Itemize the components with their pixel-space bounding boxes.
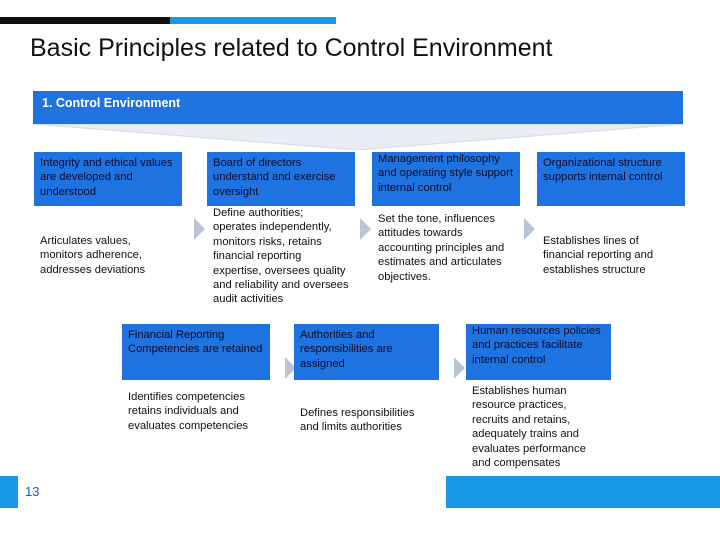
- top-accent-bar-dark: [0, 17, 170, 24]
- principle-5-body: [122, 380, 270, 470]
- principle-4-body: [537, 206, 685, 302]
- principle-7-body: [466, 380, 611, 476]
- principle-3-body-text: Set the tone, influences attitudes towards accounting principles and estimates and articulates objectives.: [378, 213, 505, 283]
- principle-2-header: [207, 152, 355, 206]
- principle-4-header: [537, 152, 685, 206]
- top-accent-bar-blue: [170, 17, 336, 24]
- principle-6-body: [294, 380, 439, 470]
- principle-5-body-text: Identifies competencies retains individuals and evaluates competencies: [128, 391, 249, 432]
- principle-1-header-text: Integrity and ethical values are developed and understood: [40, 157, 173, 198]
- flow-arrow: [194, 218, 205, 240]
- principle-6-header-text: Authorities and responsibilities are assigned: [300, 329, 393, 370]
- footer-panel: [18, 476, 446, 508]
- principle-1-body: [34, 206, 182, 302]
- principle-7-header: [466, 324, 611, 380]
- principle-1-header: [34, 152, 182, 206]
- principle-2-header-text: Board of directors understand and exercise oversight: [213, 157, 336, 198]
- principle-7-header-text: Human resources policies and practices facilitate internal control: [472, 325, 601, 366]
- principle-1-body-text: Articulates values, monitors adherence, addresses deviations: [40, 235, 146, 276]
- principle-6-body-text: Defines responsibilities and limits authorities: [300, 407, 415, 434]
- principle-5-header: [122, 324, 270, 380]
- section-banner-label: 1. Control Environment: [42, 96, 181, 110]
- principle-2-body: [207, 206, 355, 322]
- principle-6-header: [294, 324, 439, 380]
- slide-title: Basic Principles related to Control Environment: [30, 34, 553, 62]
- flow-arrow: [360, 218, 371, 240]
- principle-3-header: [372, 152, 520, 206]
- principle-4-header-text: Organizational structure supports internal control: [543, 157, 663, 184]
- page-number: 13: [25, 484, 40, 499]
- principle-5-header-text: Financial Reporting Competencies are retained: [128, 329, 263, 356]
- principle-2-body-text: Define authorities; operates independently, monitors risks, retains financial reporting expertise, oversees quality and reliability and oversees audit activities: [213, 207, 349, 306]
- banner-chevron: [33, 124, 683, 150]
- flow-arrow: [524, 218, 535, 240]
- flow-arrow: [454, 357, 465, 379]
- principle-7-body-text: Establishes human resource practices, recruits and retains, adequately trains and evaluates performance and compensates: [472, 385, 586, 470]
- section-banner: [33, 91, 683, 124]
- principle-4-body-text: Establishes lines of financial reporting and establishes structure: [543, 235, 654, 276]
- principle-3-body: [372, 206, 520, 302]
- principle-3-header-text: Management philosophy and operating style support internal control: [378, 153, 513, 194]
